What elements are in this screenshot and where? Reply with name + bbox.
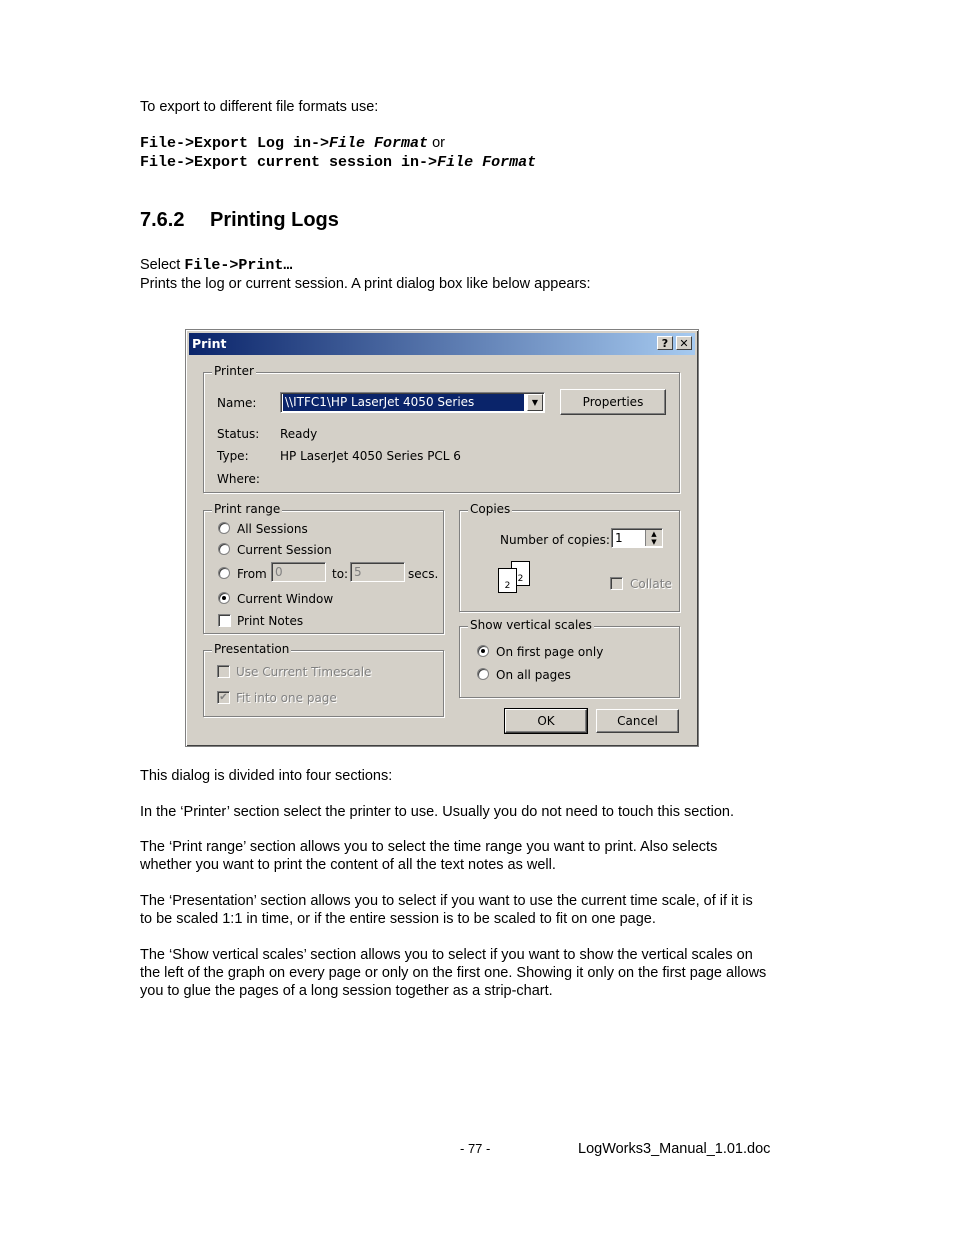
paragraph-range-2: whether you want to print the content of all the text notes as well. (140, 857, 556, 873)
where-label: Where: (217, 472, 260, 486)
paragraph-presentation-1: The ‘Presentation’ section allows you to select if you want to use the current time scale, of if it is (140, 893, 753, 909)
all-pages-radio[interactable] (477, 668, 489, 680)
select-instruction: Select File->Print… (140, 257, 293, 274)
type-value: HP LaserJet 4050 Series PCL 6 (280, 449, 461, 463)
help-button[interactable]: ? (657, 336, 673, 350)
status-value: Ready (280, 427, 318, 441)
dialog-titlebar (189, 333, 695, 355)
paragraph-printer: In the ‘Printer’ section select the printer to use. Usually you do not need to touch this section. (140, 804, 735, 820)
printer-name-value: \\ITFC1\HP LaserJet 4050 Series (283, 394, 524, 411)
select-description: Prints the log or current session. A print dialog box like below appears: (140, 276, 591, 292)
all-pages-label[interactable]: On all pages (496, 668, 571, 682)
fit-page-label: Fit into one page (236, 691, 337, 705)
export-session-path: File->Export current session in->File Format (140, 154, 537, 171)
collate-label: Collate (630, 577, 672, 591)
paragraph-range-1: The ‘Print range’ section allows you to select the time range you want to print. Also selects (140, 839, 718, 855)
print-notes-checkbox[interactable] (218, 614, 231, 627)
section-heading (140, 209, 339, 232)
paragraph-presentation-2: to be scaled 1:1 in time, or if the entire session is to be scaled to fit on one page. (140, 911, 656, 927)
section-title: Printing Logs (210, 209, 339, 231)
first-page-radio[interactable] (477, 645, 489, 657)
vertical-scales-legend: Show vertical scales (470, 618, 592, 632)
from-radio[interactable] (218, 567, 230, 579)
copies-spinner[interactable]: ▲ ▼ (645, 530, 662, 546)
paragraph-scales-1: The ‘Show vertical scales’ section allows you to select if you want to show the vertical scales on (140, 947, 753, 963)
collate-page-back: 2 (511, 561, 530, 586)
print-range-legend: Print range (214, 502, 281, 516)
copies-legend: Copies (470, 502, 511, 516)
current-session-label[interactable]: Current Session (237, 543, 332, 557)
vertical-scales-group (459, 618, 680, 698)
paragraph-scales-2: the left of the graph on every page or only on the first one. Showing it only on the first page allows (140, 965, 767, 981)
type-label: Type: (217, 449, 249, 463)
secs-label: secs. (408, 567, 439, 581)
to-label: to: (332, 567, 349, 581)
print-notes-label[interactable]: Print Notes (237, 614, 304, 628)
copies-input[interactable]: 1 (611, 528, 663, 548)
ok-button[interactable]: OK (505, 709, 587, 733)
dialog-title: Print (192, 336, 227, 351)
intro-text: To export to different file formats use: (140, 99, 379, 115)
first-page-label[interactable]: On first page only (496, 645, 604, 659)
number-of-copies-label: Number of copies: (500, 533, 610, 547)
chevron-down-icon[interactable]: ▼ (527, 394, 543, 411)
all-sessions-radio[interactable] (218, 522, 230, 534)
collate-checkbox[interactable] (610, 577, 623, 590)
page-number: - 77 - (460, 1141, 491, 1156)
status-label: Status: (217, 427, 260, 441)
export-log-path: File->Export Log in->File Format or (140, 135, 445, 152)
print-dialog (185, 329, 699, 747)
to-input[interactable]: 5 (350, 562, 405, 582)
section-number: 7.6.2 (140, 209, 185, 231)
paragraph-sections: This dialog is divided into four sections: (140, 768, 393, 784)
use-timescale-checkbox[interactable] (217, 665, 230, 678)
current-window-radio[interactable] (218, 592, 230, 604)
fit-page-checkbox[interactable]: ✔ (217, 691, 230, 704)
use-timescale-label: Use Current Timescale (236, 665, 372, 679)
current-window-label[interactable]: Current Window (237, 592, 334, 606)
document-filename: LogWorks3_Manual_1.01.doc (578, 1141, 771, 1157)
name-label: Name: (217, 396, 257, 410)
presentation-legend: Presentation (214, 642, 290, 656)
paragraph-scales-3: you to glue the pages of a long session together as a strip-chart. (140, 983, 553, 999)
properties-button[interactable]: Properties (560, 389, 666, 415)
printer-legend: Printer (214, 364, 254, 378)
printer-name-select[interactable] (280, 392, 545, 413)
all-sessions-label[interactable]: All Sessions (237, 522, 308, 536)
collate-page-front: 2 (498, 568, 517, 593)
cancel-button[interactable]: Cancel (596, 709, 679, 733)
presentation-group (203, 642, 444, 717)
from-input[interactable]: 0 (271, 562, 326, 582)
copies-group (459, 502, 680, 612)
close-icon[interactable]: ✕ (676, 336, 692, 350)
from-label[interactable]: From (237, 567, 267, 581)
current-session-radio[interactable] (218, 543, 230, 555)
